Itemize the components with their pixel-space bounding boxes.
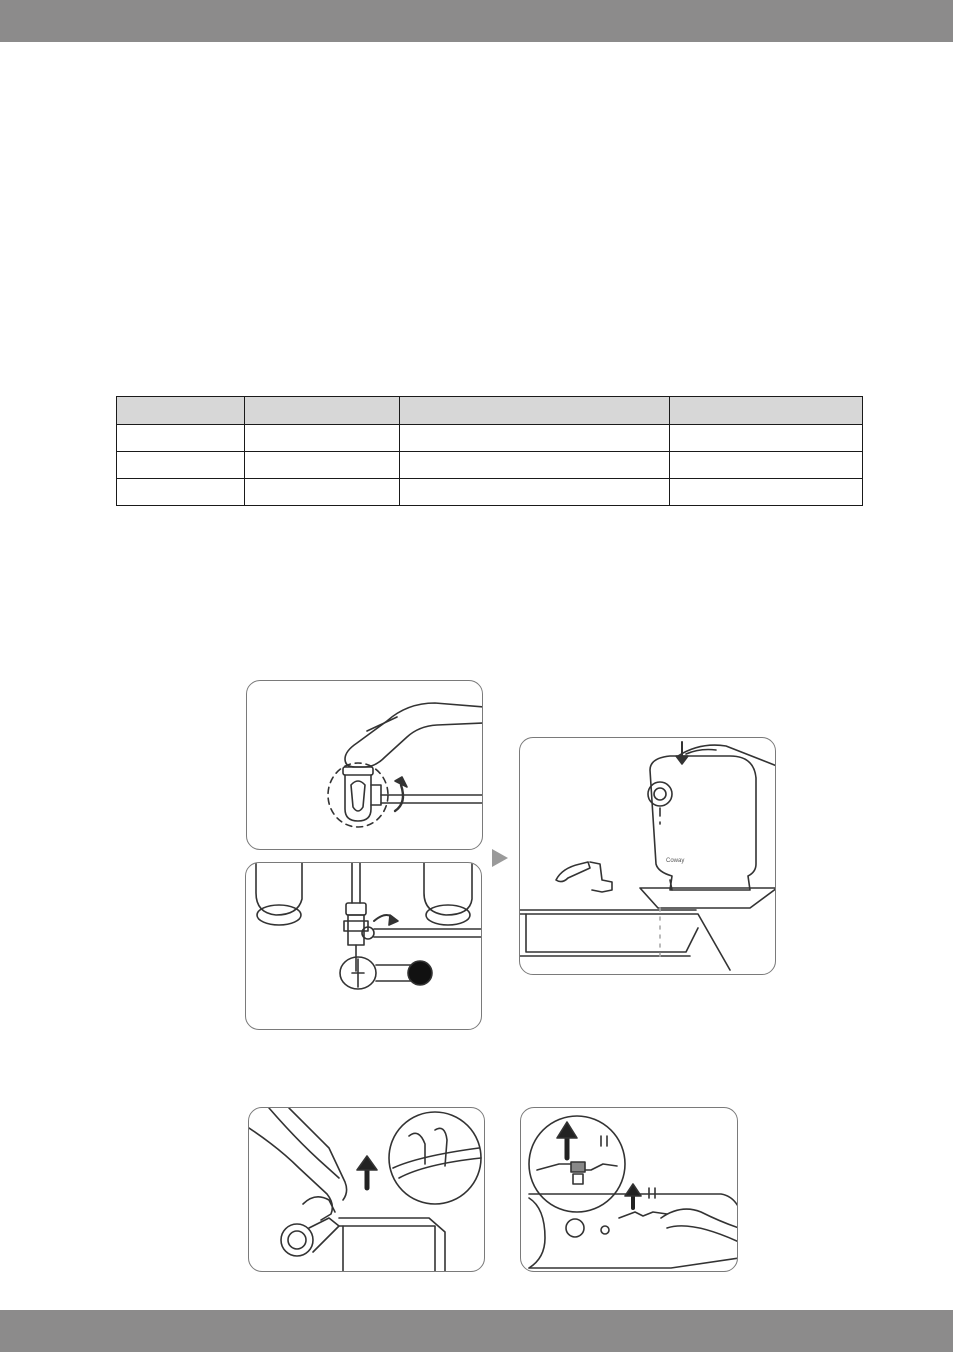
table-cell bbox=[400, 425, 670, 452]
table-cell bbox=[117, 479, 245, 506]
table-cell bbox=[670, 479, 863, 506]
cover-lift-illustration bbox=[249, 1108, 485, 1272]
table-header-cell bbox=[400, 397, 670, 425]
table-cell bbox=[400, 479, 670, 506]
table-header-cell bbox=[245, 397, 400, 425]
spec-table bbox=[116, 396, 863, 506]
table-row bbox=[117, 452, 863, 479]
faucet-valve-illustration bbox=[247, 681, 483, 850]
table-cell bbox=[245, 452, 400, 479]
table-cell bbox=[400, 452, 670, 479]
table-header-cell bbox=[670, 397, 863, 425]
table-cell bbox=[117, 425, 245, 452]
supply-valve-illustration bbox=[246, 863, 482, 1030]
table-cell bbox=[670, 425, 863, 452]
table-row bbox=[117, 479, 863, 506]
filter-lift-panel bbox=[520, 1107, 738, 1272]
cover-lift-panel bbox=[248, 1107, 485, 1272]
header-band bbox=[0, 0, 953, 42]
table-cell bbox=[670, 452, 863, 479]
purifier-drain-panel bbox=[519, 737, 776, 975]
step-arrow-icon bbox=[492, 849, 508, 867]
table-header-row bbox=[117, 397, 863, 425]
svg-text:Coway: Coway bbox=[666, 858, 685, 864]
table-header-cell bbox=[117, 397, 245, 425]
filter-lift-illustration bbox=[521, 1108, 738, 1272]
faucet-valve-panel bbox=[246, 680, 483, 850]
table-cell bbox=[245, 479, 400, 506]
supply-valve-panel bbox=[245, 862, 482, 1030]
purifier-drain-illustration bbox=[520, 738, 776, 975]
footer-band bbox=[0, 1310, 953, 1352]
table-cell bbox=[245, 425, 400, 452]
table-cell bbox=[117, 452, 245, 479]
table-row bbox=[117, 425, 863, 452]
